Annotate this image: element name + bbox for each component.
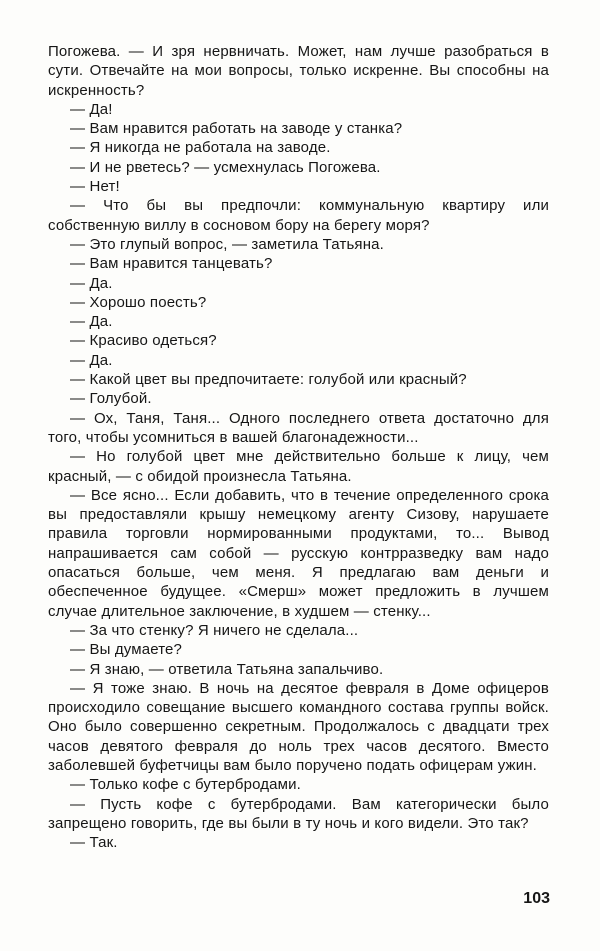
paragraph: — Ох, Таня, Таня... Одного последнего ответа достаточно для того, чтобы усомниться в вашей благонадежности... bbox=[48, 409, 549, 446]
paragraph: — Все ясно... Если добавить, что в течение определенного срока вы предоставляли крышу немецкому агенту Сизову, нарушаете правила торговли нормированными продуктами, то... Вывод напрашивается сам собой — русскую контрразведку вам надо опасаться больше, чем меня. Я предлагаю вам деньги и обеспеченное будущее. «Смерш» может предложить в лучшем случае длительное заключение, в худшем — стенку... bbox=[48, 486, 549, 620]
paragraph: — Красиво одеться? bbox=[70, 332, 217, 350]
paragraph: — Только кофе с бутербродами. bbox=[70, 776, 301, 794]
paragraph: — За что стенку? Я ничего не сделала... bbox=[70, 621, 359, 639]
paragraph: — Я тоже знаю. В ночь на десятое февраля в Доме офицеров происходило совещание высшего командного состава группы войск. Оно было совершенно секретным. Продолжалось с двадцати трех часов девятого февраля до ноль трех часов десятого. Вместо заболевшей буфетчицы вам было поручено подать офицерам ужин. bbox=[48, 679, 549, 774]
paragraph: — Так. bbox=[70, 834, 118, 852]
paragraph: — Да! bbox=[70, 100, 113, 118]
paragraph: — Да. bbox=[70, 351, 113, 369]
paragraph: — Какой цвет вы предпочитаете: голубой или красный? bbox=[70, 371, 467, 389]
paragraph: — Нет! bbox=[70, 178, 120, 196]
page-body-text bbox=[48, 42, 549, 852]
page-number: 103 bbox=[523, 890, 550, 907]
paragraph: — Да. bbox=[70, 313, 113, 331]
paragraph: — Что бы вы предпочли: коммунальную квартиру или собственную виллу в сосновом бору на берегу моря? bbox=[48, 197, 549, 234]
paragraph: — Вы думаете? bbox=[70, 641, 183, 659]
paragraph: — Вам нравится танцевать? bbox=[70, 255, 273, 273]
paragraph: — И не рветесь? — усмехнулась Погожева. bbox=[70, 158, 381, 176]
paragraph: — Пусть кофе с бутербродами. Вам категорически было запрещено говорить, где вы были в ту ночь и кого видели. Это так? bbox=[48, 795, 549, 832]
paragraph: — Да. bbox=[70, 274, 113, 292]
paragraph: — Я знаю, — ответила Татьяна запальчиво. bbox=[70, 660, 384, 678]
paragraph: — Голубой. bbox=[70, 390, 152, 408]
paragraph: — Это глупый вопрос, — заметила Татьяна. bbox=[70, 235, 384, 253]
paragraph: — Но голубой цвет мне действительно больше к лицу, чем красный, — с обидой произнесла Татьяна. bbox=[48, 448, 549, 485]
paragraph: — Хорошо поесть? bbox=[70, 293, 207, 311]
paragraph: — Вам нравится работать на заводе у станка? bbox=[70, 120, 403, 138]
paragraph: — Я никогда не работала на заводе. bbox=[70, 139, 331, 157]
paragraph: Погожева. — И зря нервничать. Может, нам лучше разобраться в сути. Отвечайте на мои вопросы, только искренне. Вы способны на искренность? bbox=[48, 43, 549, 99]
